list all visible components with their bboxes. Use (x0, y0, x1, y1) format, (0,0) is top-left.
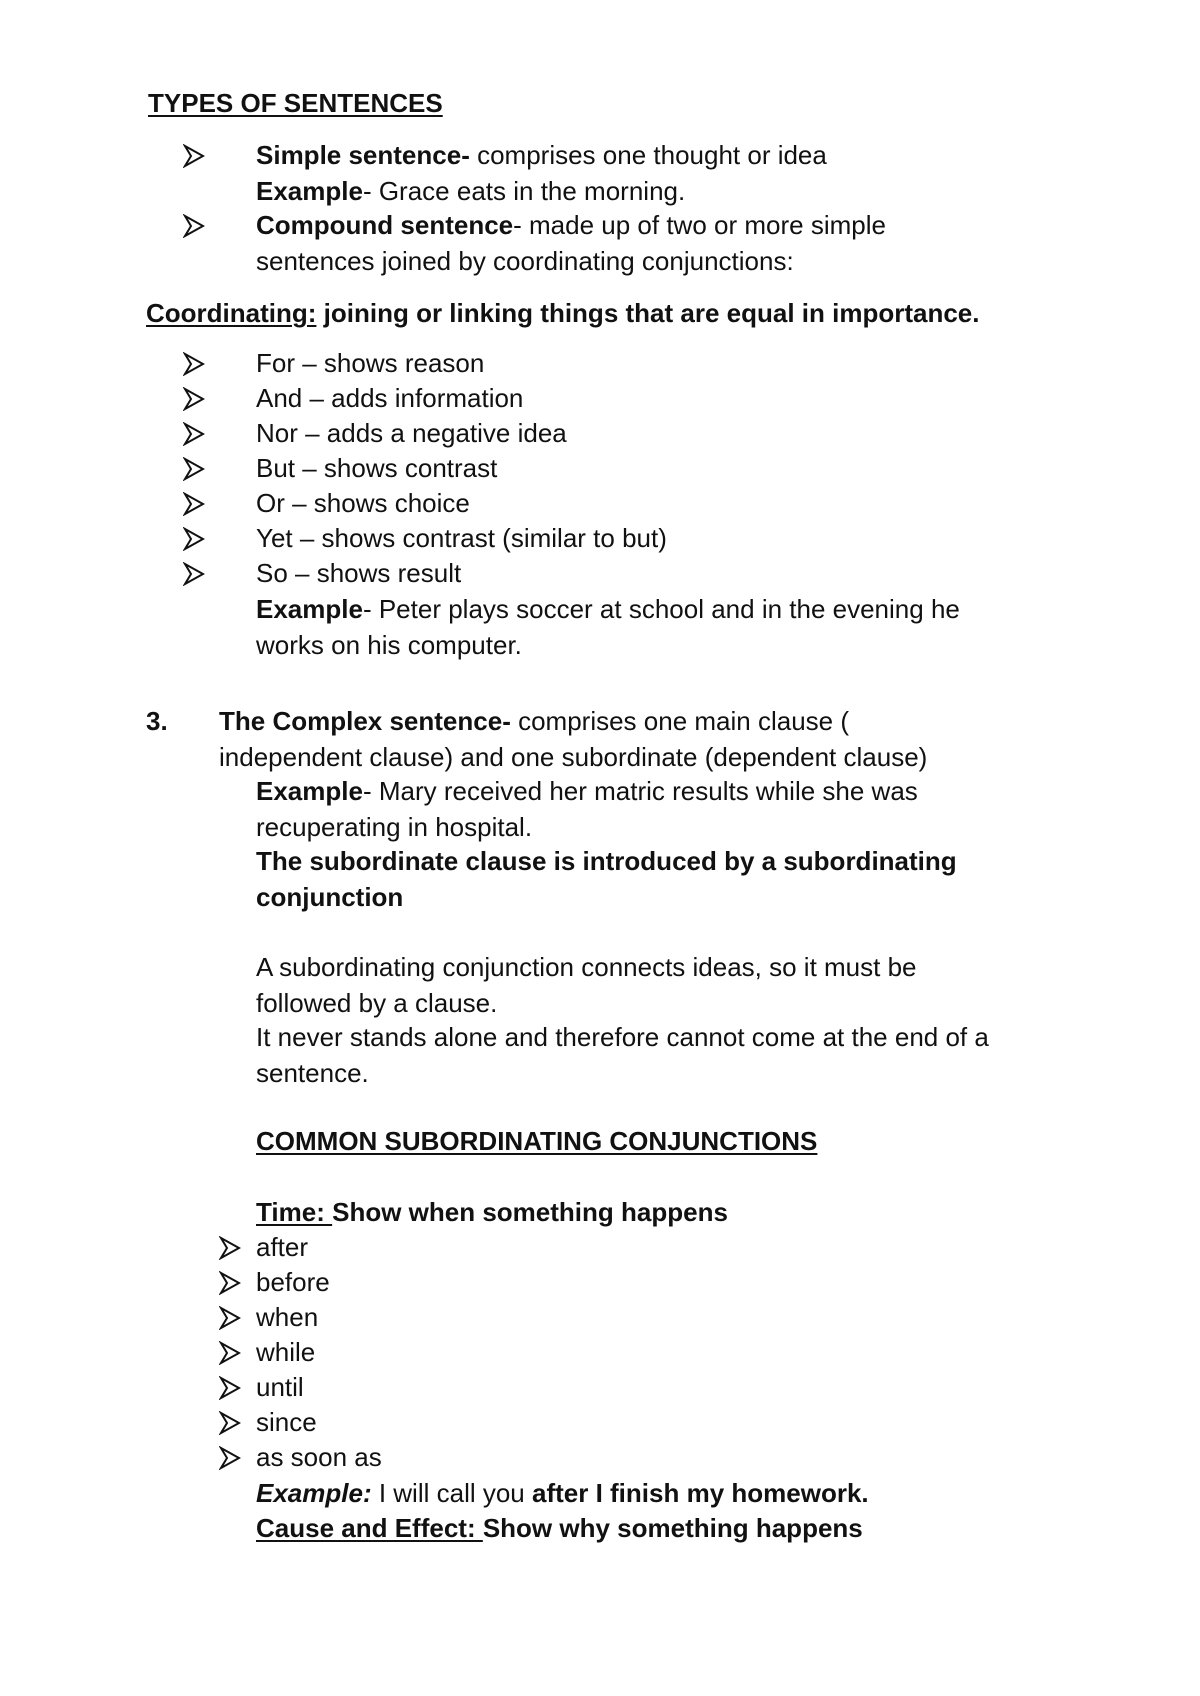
arrow-bullet-icon (183, 422, 205, 446)
page-title: TYPES OF SENTENCES (148, 88, 443, 118)
cause-effect-heading: Cause and Effect: Show why something happens (256, 1513, 863, 1543)
compound-sentence-continuation: sentences joined by coordinating conjunctions: (256, 246, 794, 276)
simple-sentence-item: Simple sentence- comprises one thought or idea (256, 140, 827, 170)
conjunction-item: Or – shows choice (256, 488, 470, 518)
arrow-bullet-icon (219, 1236, 241, 1260)
arrow-bullet-icon (219, 1411, 241, 1435)
arrow-bullet-icon (183, 457, 205, 481)
subordinate-note-continuation: conjunction (256, 882, 404, 912)
arrow-bullet-icon (183, 387, 205, 411)
subordinating-paragraph-continuation: followed by a clause. (256, 988, 498, 1018)
compound-example-continuation: works on his computer. (256, 630, 522, 660)
conjunction-item: But – shows contrast (256, 453, 498, 483)
arrow-bullet-icon (219, 1306, 241, 1330)
time-item: as soon as (256, 1442, 382, 1472)
common-conjunctions-heading: COMMON SUBORDINATING CONJUNCTIONS (256, 1126, 818, 1156)
time-item: when (256, 1302, 319, 1332)
arrow-bullet-icon (219, 1446, 241, 1470)
arrow-bullet-icon (219, 1271, 241, 1295)
conjunction-item: For – shows reason (256, 348, 485, 378)
conjunction-item: So – shows result (256, 558, 462, 588)
arrow-bullet-icon (183, 562, 205, 586)
arrow-bullet-icon (183, 214, 205, 238)
arrow-bullet-icon (219, 1341, 241, 1365)
compound-example: Example- Peter plays soccer at school and in the evening he (256, 594, 960, 624)
conjunction-item: And – adds information (256, 383, 524, 413)
coordinating-definition: Coordinating: joining or linking things that are equal in importance. (146, 298, 980, 328)
time-item: after (256, 1232, 309, 1262)
arrow-bullet-icon (183, 352, 205, 376)
arrow-bullet-icon (183, 492, 205, 516)
subordinating-paragraph-2-continuation: sentence. (256, 1058, 369, 1088)
complex-sentence-item: The Complex sentence- comprises one main clause ( (219, 706, 849, 736)
arrow-bullet-icon (183, 527, 205, 551)
complex-sentence-continuation: independent clause) and one subordinate (dependent clause) (219, 742, 928, 772)
subordinating-paragraph: A subordinating conjunction connects ideas, so it must be (256, 952, 917, 982)
subordinating-paragraph-2: It never stands alone and therefore cannot come at the end of a (256, 1022, 989, 1052)
time-heading: Time: Show when something happens (256, 1197, 728, 1227)
complex-example-continuation: recuperating in hospital. (256, 812, 533, 842)
arrow-bullet-icon (183, 144, 205, 168)
complex-example: Example- Mary received her matric results while she was (256, 776, 918, 806)
subordinate-note: The subordinate clause is introduced by a subordinating (256, 846, 957, 876)
conjunction-item: Nor – adds a negative idea (256, 418, 567, 448)
complex-number: 3. (146, 706, 168, 736)
time-item: while (256, 1337, 316, 1367)
arrow-bullet-icon (219, 1376, 241, 1400)
time-example: Example: I will call you after I finish my homework. (256, 1478, 869, 1508)
compound-sentence-item: Compound sentence- made up of two or more simple (256, 210, 886, 240)
time-item: since (256, 1407, 317, 1437)
conjunction-item: Yet – shows contrast (similar to but) (256, 523, 667, 553)
time-item: until (256, 1372, 304, 1402)
time-item: before (256, 1267, 330, 1297)
simple-sentence-example: Example- Grace eats in the morning. (256, 176, 686, 206)
